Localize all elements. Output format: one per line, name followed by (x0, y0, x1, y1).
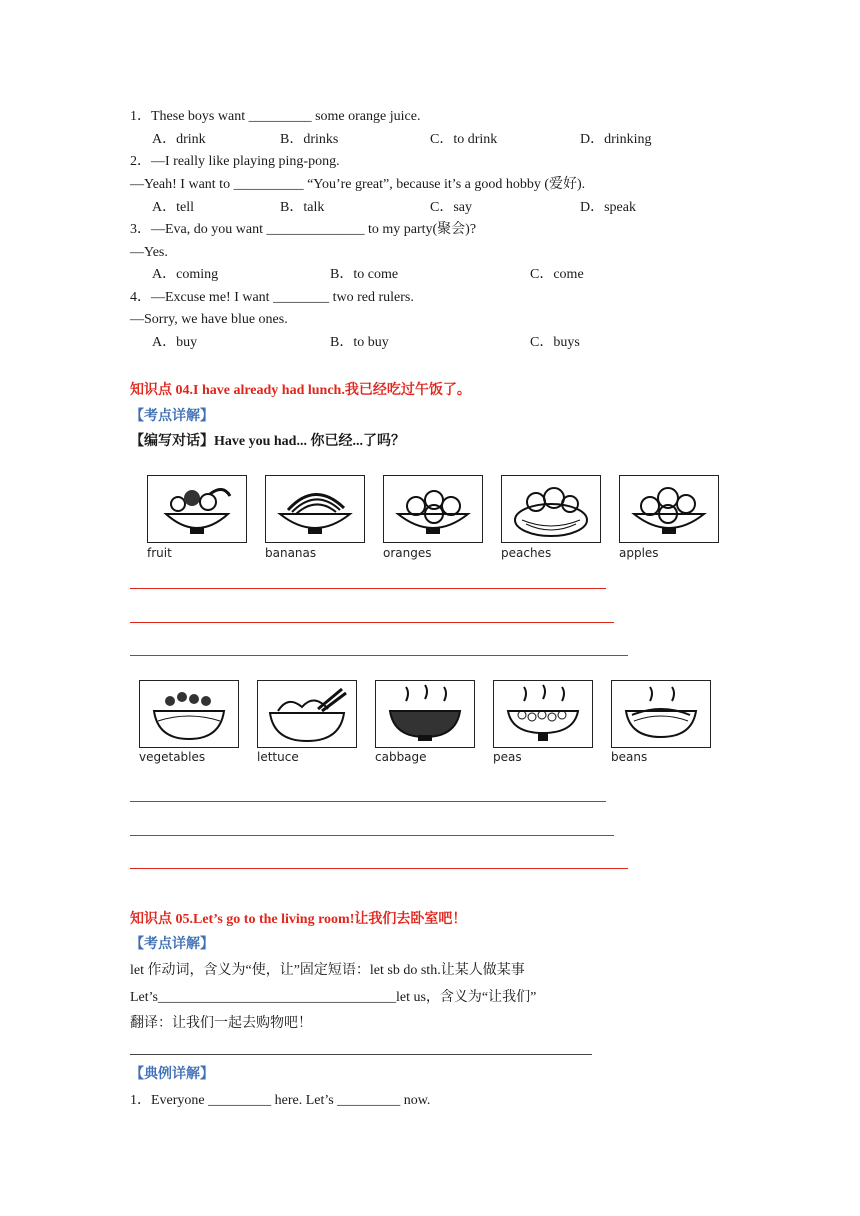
question-4-line2: —Sorry, we have blue ones. (130, 312, 288, 327)
caption-fruit: fruit (147, 546, 172, 560)
answer-line (130, 868, 628, 869)
q2-option-b: B．talk (280, 200, 325, 215)
vegetables-bowl-image (139, 680, 239, 748)
answer-line (130, 588, 606, 589)
caption-lettuce: lettuce (257, 750, 299, 764)
section-04-task: 【编写对话】Have you had... 你已经...了吗？ (130, 434, 405, 449)
question-2-stem: 2．—I really like playing ping-pong. (130, 154, 340, 169)
section-05-subheading: 【考点详解】 (130, 937, 214, 952)
section-05-heading: 知识点 05.Let’s go to the living room!让我们去卧室吧！ (130, 912, 467, 927)
section-04-heading: 知识点 04.I have already had lunch.我已经吃过午饭了。 (130, 383, 471, 398)
apples-bowl-image (619, 475, 719, 543)
question-2-line2: —Yeah! I want to __________ “You’re great”, because it’s a good hobby (爱好). (130, 177, 586, 192)
q3-option-b: B．to come (330, 267, 399, 282)
translation-answer-line (130, 1054, 592, 1055)
section-05-lets-fill: Let’s__________________________________let us，含义为“让我们” (130, 990, 537, 1005)
answer-line (130, 622, 614, 623)
lettuce-bowl-image (257, 680, 357, 748)
bananas-bowl-image (265, 475, 365, 543)
answer-line (130, 801, 606, 802)
example-heading: 【典例详解】 (130, 1067, 214, 1082)
cabbage-bowl-image (375, 680, 475, 748)
section-05-explanation: let 作动词，含义为“使，让”固定短语：let sb do sth.让某人做某事 (130, 963, 525, 978)
example-question-1: 1．Everyone _________ here. Let’s _________ now. (130, 1093, 431, 1108)
q2-option-d: D．speak (580, 200, 636, 215)
section-05-translation-prompt: 翻译：让我们一起去购物吧！ (130, 1016, 312, 1031)
peaches-bowl-image (501, 475, 601, 543)
section-04-subheading: 【考点详解】 (130, 409, 214, 424)
answer-line (130, 655, 628, 656)
answer-line (130, 835, 614, 836)
q1-option-d: D．drinking (580, 132, 652, 147)
fruit-bowl-image (147, 475, 247, 543)
question-3-stem: 3．—Eva, do you want ______________ to my party(聚会)? (130, 222, 477, 237)
caption-cabbage: cabbage (375, 750, 427, 764)
caption-bananas: bananas (265, 546, 317, 560)
question-3-line2: —Yes. (130, 245, 168, 260)
caption-apples: apples (619, 546, 659, 560)
q4-option-a: A．buy (152, 335, 198, 350)
oranges-bowl-image (383, 475, 483, 543)
beans-bowl-image (611, 680, 711, 748)
question-1-stem: 1．These boys want _________ some orange juice. (130, 109, 421, 124)
q4-option-b: B．to buy (330, 335, 389, 350)
peas-bowl-image (493, 680, 593, 748)
caption-oranges: oranges (383, 546, 432, 560)
q3-option-a: A．coming (152, 267, 219, 282)
caption-beans: beans (611, 750, 648, 764)
q3-option-c: C．come (530, 267, 584, 282)
caption-peas: peas (493, 750, 522, 764)
q1-option-a: A．drink (152, 132, 206, 147)
q1-option-c: C．to drink (430, 132, 498, 147)
q2-option-c: C．say (430, 200, 472, 215)
q4-option-c: C．buys (530, 335, 580, 350)
caption-vegetables: vegetables (139, 750, 206, 764)
question-4-stem: 4．—Excuse me! I want ________ two red rulers. (130, 290, 414, 305)
q1-option-b: B．drinks (280, 132, 339, 147)
q2-option-a: A．tell (152, 200, 194, 215)
caption-peaches: peaches (501, 546, 552, 560)
